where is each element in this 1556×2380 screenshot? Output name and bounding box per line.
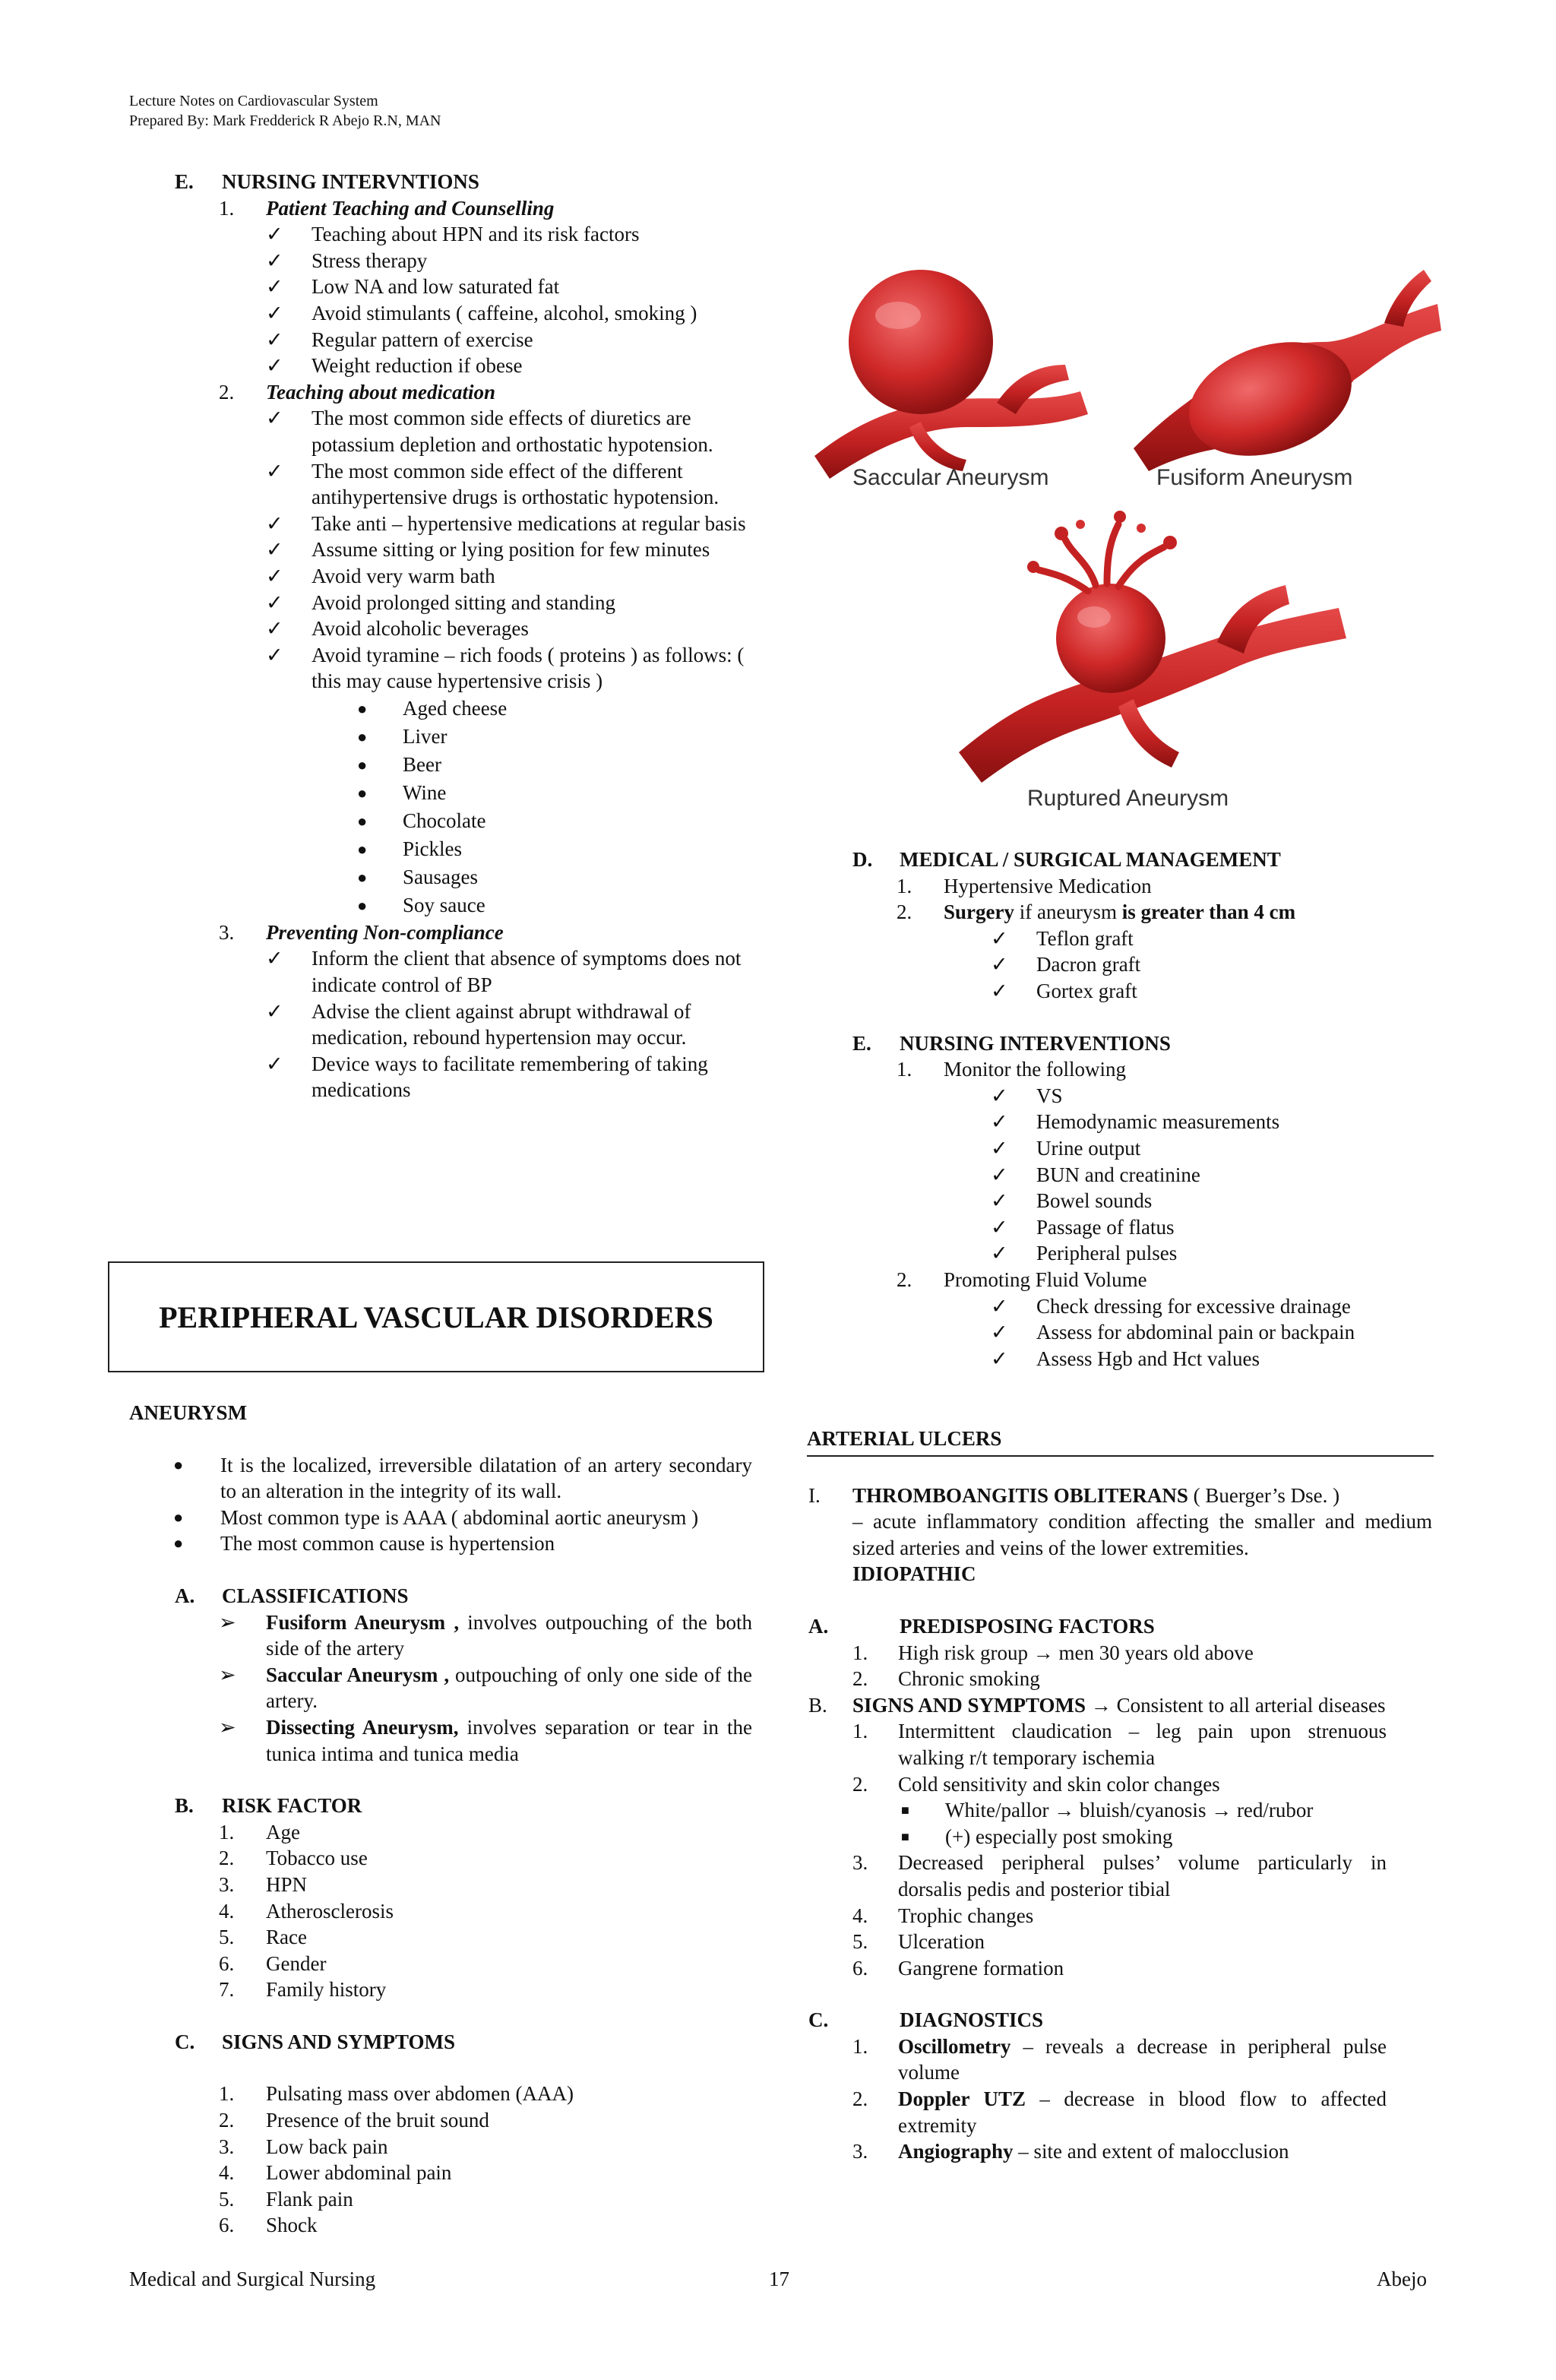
check-icon: ✓ bbox=[991, 1084, 1008, 1107]
check-icon: ✓ bbox=[266, 564, 283, 587]
fusiform-aneurysm-drawing bbox=[1134, 270, 1441, 476]
bullet-icon: ● bbox=[357, 755, 368, 774]
square-bullet-icon: ■ bbox=[901, 1828, 909, 1844]
figure-label-ruptured: Ruptured Aneurysm bbox=[1027, 786, 1229, 811]
check-icon: ✓ bbox=[991, 1294, 1008, 1318]
symptom-item: 3. Low back pain bbox=[219, 2135, 388, 2158]
check-icon: ✓ bbox=[991, 1110, 1008, 1134]
arrow-bullet-icon: ➢ bbox=[219, 1610, 236, 1634]
symptom-item: 1. Intermittent claudication – leg pain upon strenuous walking r/t temporary ischemia bbox=[852, 1720, 1387, 1769]
header-line-2: Prepared By: Mark Fredderick R Abejo R.N, MAN bbox=[129, 112, 441, 129]
arterial-ulcers-heading: ARTERIAL ULCERS bbox=[807, 1426, 1434, 1457]
check-item: ✓ Avoid stimulants ( caffeine, alcohol, smoking ) bbox=[129, 300, 775, 327]
idiopathic-label: IDIOPATHIC bbox=[852, 1562, 976, 1586]
item-number: 3. bbox=[219, 920, 235, 944]
check-icon: ✓ bbox=[266, 459, 283, 483]
left-column bbox=[129, 169, 775, 1103]
check-icon: ✓ bbox=[991, 953, 1008, 976]
check-icon: ✓ bbox=[991, 1136, 1008, 1160]
figure-label-saccular: Saccular Aneurysm bbox=[852, 465, 1049, 490]
bullet-icon: ● bbox=[357, 895, 368, 915]
risk-item: 2. Tobacco use bbox=[219, 1847, 368, 1870]
aneurysm-illustration bbox=[807, 228, 1445, 828]
monitor-item: ✓ Bowel sounds bbox=[807, 1188, 1434, 1214]
food-item: ● Pickles bbox=[129, 835, 775, 863]
footer-page-number: 17 bbox=[769, 2268, 789, 2290]
monitor-item: ✓ Hemodynamic measurements bbox=[807, 1109, 1434, 1135]
section-letter: E. bbox=[175, 170, 194, 193]
signs-symptoms-heading: B. SIGNS AND SYMPTOMS → Consistent to all arterial diseases bbox=[808, 1693, 1386, 1717]
check-icon: ✓ bbox=[266, 223, 283, 246]
check-icon: ✓ bbox=[266, 328, 283, 351]
ruptured-aneurysm-drawing bbox=[959, 511, 1346, 783]
diagnostics-heading: C. DIAGNOSTICS bbox=[808, 2008, 1044, 2032]
check-item: ✓ Weight reduction if obese bbox=[129, 353, 775, 379]
risk-item: 6. Gender bbox=[219, 1951, 327, 1975]
figure-label-fusiform: Fusiform Aneurysm bbox=[1156, 465, 1353, 490]
bullet-icon: ● bbox=[357, 726, 368, 746]
item-1-checklist bbox=[129, 221, 775, 379]
graft-item: ✓ Teflon graft bbox=[807, 926, 1434, 952]
symptom-item: 5. Ulceration bbox=[852, 1930, 985, 1954]
check-icon: ✓ bbox=[266, 511, 283, 535]
food-item: ● Soy sauce bbox=[129, 891, 775, 919]
check-item: ✓ Avoid tyramine – rich foods ( proteins ) as follows: ( this may cause hypertensive crisis ) bbox=[266, 643, 745, 693]
food-item: ● Aged cheese bbox=[129, 695, 775, 723]
section-title: NURSING INTERVNTIONS bbox=[222, 170, 479, 193]
check-item: ✓ Advise the client against abrupt withdrawal of medication, rebound hypertension may occur. bbox=[266, 999, 691, 1049]
risk-item: 1. Age bbox=[219, 1820, 300, 1844]
aneurysm-bullet: ● Most common type is AAA ( abdominal aortic aneurysm ) bbox=[129, 1505, 760, 1531]
check-icon: ✓ bbox=[266, 275, 283, 299]
check-item: ✓ Inform the client that absence of symptoms does not indicate control of BP bbox=[266, 947, 742, 997]
symptom-item: 2. Presence of the bruit sound bbox=[219, 2109, 489, 2132]
management-item: 2. Surgery if aneurysm is greater than 4 cm bbox=[897, 900, 1296, 924]
monitor-item: ✓ Passage of flatus bbox=[807, 1214, 1434, 1241]
item-number: 2. bbox=[219, 380, 235, 404]
footer-right: Abejo bbox=[1377, 2268, 1427, 2290]
check-icon: ✓ bbox=[991, 926, 1008, 950]
symptom-subitem: ■ (+) especially post smoking bbox=[807, 1824, 1434, 1850]
food-item: ● Chocolate bbox=[129, 807, 775, 835]
aneurysm-bullet: ● The most common cause is hypertension bbox=[129, 1530, 760, 1557]
check-item: ✓ Stress therapy bbox=[129, 248, 775, 274]
peripheral-vascular-title-box bbox=[108, 1261, 764, 1372]
risk-factor-heading: B. RISK FACTOR bbox=[175, 1794, 362, 1818]
square-bullet-icon: ■ bbox=[901, 1802, 909, 1818]
running-header bbox=[129, 91, 441, 131]
check-item: ✓ Teaching about HPN and its risk factors bbox=[129, 221, 775, 248]
symptom-item: 5. Flank pain bbox=[219, 2187, 353, 2211]
check-item: ✓ Avoid prolonged sitting and standing bbox=[129, 590, 775, 616]
check-item: ✓ Low NA and low saturated fat bbox=[129, 274, 775, 300]
graft-item: ✓ Dacron graft bbox=[807, 951, 1434, 978]
bullet-icon: ● bbox=[173, 1454, 184, 1474]
item-3-heading bbox=[129, 919, 775, 946]
classification-item: ➢ Fusiform Aneurysm , involves outpouching of the both side of the artery bbox=[219, 1610, 752, 1660]
item-title: Teaching about medication bbox=[266, 380, 496, 404]
monitor-item: ✓ VS bbox=[807, 1083, 1434, 1109]
symptom-item: 2. Cold sensitivity and skin color changes bbox=[852, 1772, 1220, 1796]
symptom-item: 4. Trophic changes bbox=[852, 1904, 1034, 1927]
arterial-ulcers-section bbox=[807, 1426, 1434, 2165]
aneurysm-heading: ANEURYSM bbox=[129, 1401, 248, 1424]
symptom-item: 1. Pulsating mass over abdomen (AAA) bbox=[219, 2082, 574, 2106]
item-2-checklist bbox=[129, 405, 775, 695]
risk-item: 7. Family history bbox=[219, 1978, 387, 2002]
predisposing-item: 1. High risk group → men 30 years old above bbox=[852, 1641, 1254, 1664]
symptom-item: 6. Shock bbox=[219, 2214, 318, 2237]
saccular-aneurysm-drawing bbox=[814, 270, 1088, 479]
management-item: 1. Hypertensive Medication bbox=[897, 874, 1152, 897]
section-e-heading bbox=[129, 169, 775, 195]
fluid-item: ✓ Assess for abdominal pain or backpain bbox=[807, 1319, 1434, 1346]
check-icon: ✓ bbox=[266, 643, 283, 666]
risk-item: 3. HPN bbox=[219, 1872, 308, 1896]
graft-item: ✓ Gortex graft bbox=[807, 978, 1434, 1005]
bullet-icon: ● bbox=[173, 1533, 184, 1553]
check-item: ✓ Avoid very warm bath bbox=[129, 563, 775, 590]
risk-item: 5. Race bbox=[219, 1926, 307, 1949]
check-icon: ✓ bbox=[266, 538, 283, 562]
aneurysm-section bbox=[129, 1400, 760, 2239]
check-icon: ✓ bbox=[266, 407, 283, 430]
diagnostic-item: 3. Angiography – site and extent of malocclusion bbox=[852, 2140, 1289, 2163]
symptom-item: 3. Decreased peripheral pulses’ volume particularly in dorsalis pedis and posterior tibial bbox=[852, 1851, 1387, 1901]
bullet-icon: ● bbox=[357, 867, 368, 887]
item-3-checklist bbox=[129, 945, 775, 1103]
bullet-icon: ● bbox=[357, 783, 368, 802]
check-icon: ✓ bbox=[266, 590, 283, 614]
item-1-heading bbox=[129, 195, 775, 222]
classifications-heading: A. CLASSIFICATIONS bbox=[175, 1584, 409, 1607]
check-item: ✓ Regular pattern of exercise bbox=[129, 327, 775, 353]
check-icon: ✓ bbox=[991, 1242, 1008, 1265]
symptom-item: 4. Lower abdominal pain bbox=[219, 2161, 452, 2185]
monitor-item: ✓ BUN and creatinine bbox=[807, 1162, 1434, 1188]
bullet-icon: ● bbox=[357, 839, 368, 859]
check-icon: ✓ bbox=[266, 947, 283, 970]
item-title: Patient Teaching and Counselling bbox=[266, 196, 555, 220]
signs-symptoms-heading: C. SIGNS AND SYMPTOMS bbox=[175, 2030, 456, 2053]
item-title: Preventing Non-compliance bbox=[266, 920, 504, 944]
check-item: ✓ The most common side effect of the different antihypertensive drugs is orthostatic hypotension. bbox=[266, 459, 719, 509]
check-icon: ✓ bbox=[266, 999, 283, 1023]
check-icon: ✓ bbox=[266, 1052, 283, 1075]
arrow-bullet-icon: ➢ bbox=[219, 1715, 236, 1739]
check-icon: ✓ bbox=[266, 248, 283, 272]
check-icon: ✓ bbox=[266, 301, 283, 324]
footer-left: Medical and Surgical Nursing bbox=[129, 2268, 376, 2290]
fluid-item: ✓ Assess Hgb and Hct values bbox=[807, 1346, 1434, 1372]
right-column-top bbox=[807, 847, 1434, 1372]
fluid-item: ✓ Check dressing for excessive drainage bbox=[807, 1293, 1434, 1320]
check-icon: ✓ bbox=[266, 617, 283, 641]
check-item: ✓ Avoid alcoholic beverages bbox=[129, 616, 775, 642]
classification-item: ➢ Dissecting Aneurysm, involves separation or tear in the tunica intima and tunica media bbox=[219, 1715, 753, 1765]
intervention-item: 1. Monitor the following bbox=[897, 1058, 1126, 1081]
monitor-item: ✓ Urine output bbox=[807, 1135, 1434, 1162]
item-2-heading bbox=[129, 379, 775, 406]
symptom-subitem: ■ White/pallor → bluish/cyanosis → red/rubor bbox=[807, 1797, 1434, 1824]
check-icon: ✓ bbox=[266, 354, 283, 378]
check-icon: ✓ bbox=[991, 979, 1008, 1002]
diagnostic-item: 1. Oscillometry – reveals a decrease in peripheral pulse volume bbox=[852, 2034, 1387, 2084]
bullet-icon: ● bbox=[173, 1507, 184, 1527]
item-number: 1. bbox=[219, 196, 235, 220]
predisposing-item: 2. Chronic smoking bbox=[852, 1667, 1040, 1691]
check-item: ✓ Take anti – hypertensive medications at regular basis bbox=[129, 511, 752, 537]
diagnostic-item: 2. Doppler UTZ – decrease in blood flow to affected extremity bbox=[852, 2087, 1387, 2137]
section-d-heading: D. MEDICAL / SURGICAL MANAGEMENT bbox=[852, 848, 1281, 871]
classification-item: ➢ Saccular Aneurysm , outpouching of only one side of the artery. bbox=[219, 1663, 752, 1713]
predisposing-heading: A. PREDISPOSING FACTORS bbox=[808, 1614, 1155, 1638]
section-e-interventions-heading: E. NURSING INTERVENTIONS bbox=[852, 1031, 1171, 1055]
tyramine-food-list bbox=[129, 695, 775, 919]
check-icon: ✓ bbox=[991, 1347, 1008, 1370]
thrombo-title: I. THROMBOANGITIS OBLITERANS ( Buerger’s Dse. ) bbox=[808, 1483, 1340, 1507]
check-item: ✓ The most common side effects of diuretics are potassium depletion and orthostatic hypotension. bbox=[266, 407, 713, 456]
aneurysm-bullet: ● It is the localized, irreversible dilatation of an artery secondary to an alteration in the integrity of its wall. bbox=[173, 1453, 752, 1503]
monitor-item: ✓ Peripheral pulses bbox=[807, 1240, 1434, 1267]
bullet-icon: ● bbox=[357, 698, 368, 718]
food-item: ● Liver bbox=[129, 723, 775, 751]
food-item: ● Wine bbox=[129, 779, 775, 807]
intervention-item: 2. Promoting Fluid Volume bbox=[897, 1268, 1147, 1291]
box-title: PERIPHERAL VASCULAR DISORDERS bbox=[159, 1299, 713, 1334]
arrow-bullet-icon: ➢ bbox=[219, 1663, 236, 1686]
symptom-item: 6. Gangrene formation bbox=[852, 1956, 1064, 1980]
check-icon: ✓ bbox=[991, 1163, 1008, 1186]
check-icon: ✓ bbox=[991, 1321, 1008, 1344]
header-line-1: Lecture Notes on Cardiovascular System bbox=[129, 93, 378, 109]
check-icon: ✓ bbox=[991, 1189, 1008, 1213]
risk-item: 4. Atherosclerosis bbox=[219, 1899, 394, 1923]
thrombo-description: – acute inflammatory condition affecting the smaller and medium sized arteries and veins of the lower extremities. bbox=[852, 1510, 1432, 1559]
food-item: ● Sausages bbox=[129, 863, 775, 891]
check-item: ✓ Device ways to facilitate remembering of taking medications bbox=[266, 1052, 708, 1102]
food-item: ● Beer bbox=[129, 751, 775, 779]
check-icon: ✓ bbox=[991, 1215, 1008, 1239]
check-item: ✓ Assume sitting or lying position for few minutes bbox=[129, 536, 737, 563]
bullet-icon: ● bbox=[357, 811, 368, 831]
